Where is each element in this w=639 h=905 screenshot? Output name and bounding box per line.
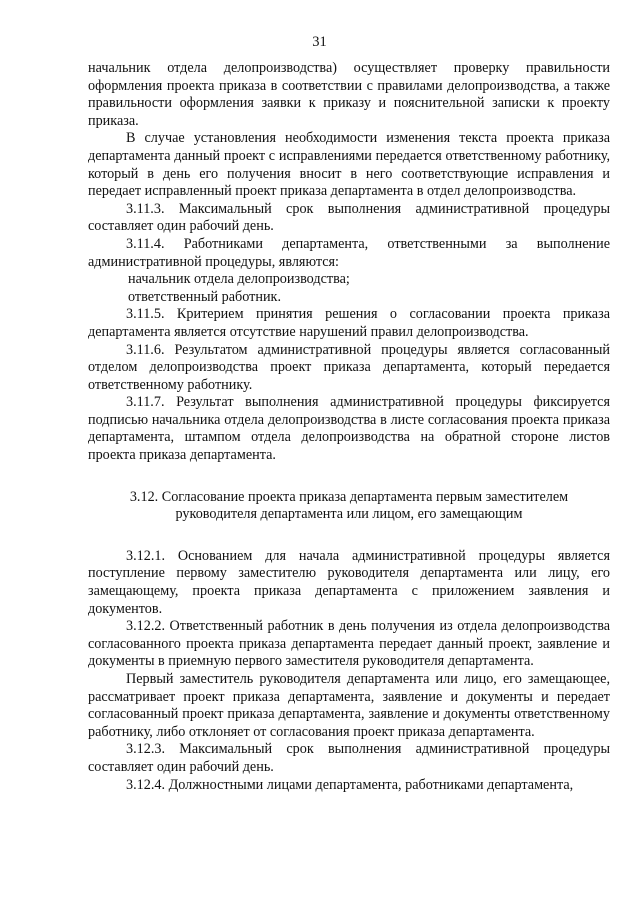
- document-body: [88, 60, 610, 794]
- page-number: 31: [312, 34, 327, 50]
- paragraph: 3.11.4. Работниками департамента, ответственными за выполнение административной процедуры, являются:: [88, 235, 610, 270]
- paragraph-group-c: [88, 548, 610, 794]
- paragraph: 3.11.6. Результатом административной процедуры является согласованный отделом делопроизводства проект приказа департамента, который передается ответственному работнику.: [88, 341, 610, 393]
- paragraph: В случае установления необходимости изменения текста проекта приказа департамента данный проект с исправлениями передается ответственному работнику, который в день его получения вносит в него соответствующие исправления и передает исправленный проект приказа департамента в отдел делопроизводства.: [88, 130, 610, 200]
- paragraph: 3.12.3. Максимальный срок выполнения административной процедуры составляет один рабочий день.: [88, 741, 610, 775]
- list-item: ответственный работник.: [128, 288, 282, 305]
- paragraph: 3.11.7. Результат выполнения административной процедуры фиксируется подписью начальника отдела делопроизводства в листе согласования проекта приказа департамента, штампом отдела делопроизводства на обратной стороне листов проекта приказа департамента.: [88, 394, 610, 464]
- paragraph-group-a: [88, 60, 610, 271]
- paragraph: Первый заместитель руководителя департамента или лицо, его замещающее, рассматривает проект приказа департамента, заявление и документы и передает согласованный проект приказа департамента, заявление и документы ответственному работнику, либо отклоняет от согласования проект приказа департамента.: [88, 671, 610, 740]
- paragraph: 3.12.4. Должностными лицами департамента, работниками департамента,: [126, 776, 574, 793]
- paragraph-group-b: [88, 306, 610, 464]
- list-item: начальник отдела делопроизводства;: [128, 271, 350, 288]
- section-heading: 3.12. Согласование проекта приказа департамента первым заместителем руководителя департамента или лицом, его замещающим: [129, 488, 569, 523]
- paragraph: 3.12.1. Основанием для начала административной процедуры является поступление первому заместителю руководителя департамента или лицу, его замещающему, проекта приказа департамента с приложением заявления и документов.: [88, 547, 610, 617]
- responsible-list: [88, 271, 610, 306]
- paragraph: 3.12.2. Ответственный работник в день получения из отдела делопроизводства согласованного проекта приказа департамента передает данный проект, заявление и документы в приемную первого заместителя руководителя департамента.: [88, 618, 610, 670]
- paragraph: 3.11.5. Критерием принятия решения о согласовании проекта приказа департамента является отсутствие нарушений правил делопроизводства.: [88, 306, 610, 340]
- paragraph: начальник отдела делопроизводства) осуществляет проверку правильности оформления проекта приказа в соответствии с правилами делопроизводства, а также правильности оформления заявки к приказу и пояснительной записки к проекту приказа.: [88, 60, 610, 129]
- paragraph: 3.11.3. Максимальный срок выполнения административной процедуры составляет один рабочий день.: [88, 200, 610, 235]
